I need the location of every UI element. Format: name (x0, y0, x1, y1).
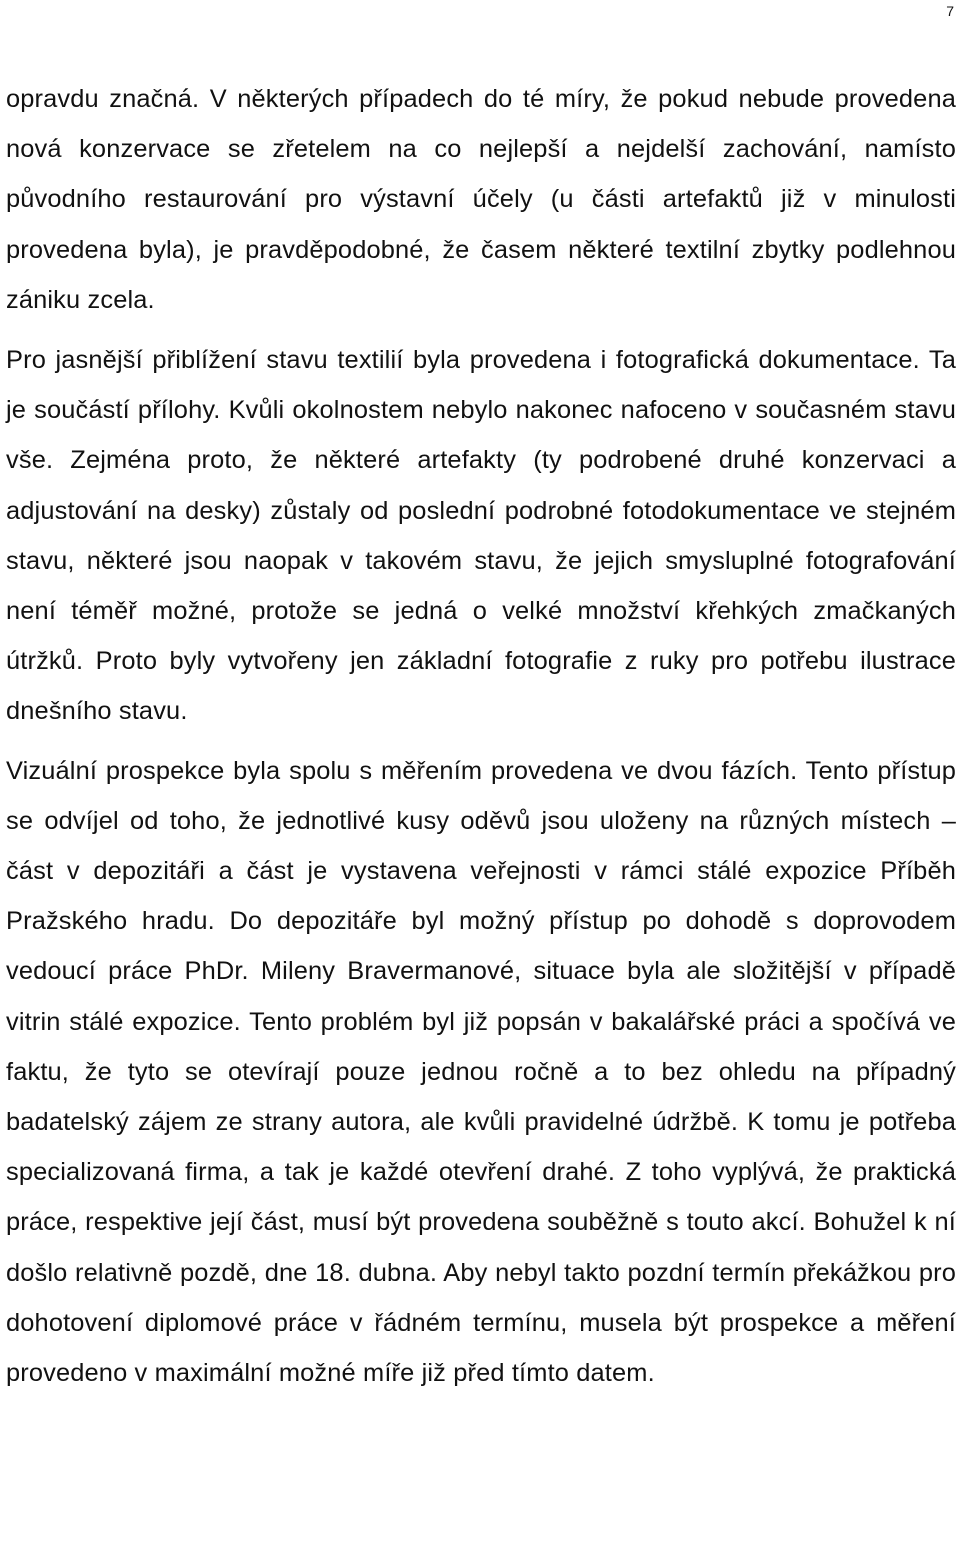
paragraph-conservation-state: opravdu značná. V některých případech do té míry, že pokud nebude provedena nová konzervace se zřetelem na co nejlepší a nejdelší zachování, namísto původního restaurování pro výstavní účely (u části artefaktů již v minulosti provedena byla), je pravděpodobné, že časem některé textilní zbytky podlehnou zániku zcela. (6, 85, 956, 314)
paragraph-visual-prospection: Vizuální prospekce byla spolu s měřením provedena ve dvou fázích. Tento přístup se odvíjel od toho, že jednotlivé kusy oděvů jsou uloženy na různých místech – část v depozitáři a část je vystavena veřejnosti v rámci stálé expozice Příběh Pražského hradu. Do depozitáře byl možný přístup po dohodě s doprovodem vedoucí práce PhDr. Mileny Bravermanové, situace byla ale složitější v případě vitrin stálé expozice. Tento problém byl již popsán v bakalářské práci a spočívá ve faktu, že tyto se otevírají pouze jednou ročně a to bez ohledu na případný badatelský zájem ze strany autora, ale kvůli pravidelné údržbě. K tomu je potřeba specializovaná firma, a tak je každé otevření drahé. Z toho vyplývá, že praktická práce, respektive její část, musí být provedena souběžně s touto akcí. Bohužel k ní došlo relativně pozdě, dne 18. dubna. Aby nebyl takto pozdní termín překážkou pro dohotovení diplomové práce v řádném termínu, musela být prospekce a měření provedeno v maximální možné míře již před tímto datem. (6, 756, 956, 1388)
paragraph-photo-documentation: Pro jasnější přiblížení stavu textilií byla provedena i fotografická dokumentace. Ta je součástí přílohy. Kvůli okolnostem nebylo nakonec nafoceno v současném stavu vše. Zejména proto, že některé artefakty (ty podrobené druhé konzervaci a adjustování na desky) zůstaly od poslední podrobné fotodokumentace ve stejném stavu, některé jsou naopak v takovém stavu, že jejich smysluplné fotografování není téměř možné, protože se jedná o velké množství křehkých zmačkaných útržků. Proto byly vytvořeny jen základní fotografie z ruky pro potřebu ilustrace dnešního stavu. (6, 346, 956, 726)
document-body (6, 74, 956, 1398)
page-number: 7 (946, 3, 954, 19)
